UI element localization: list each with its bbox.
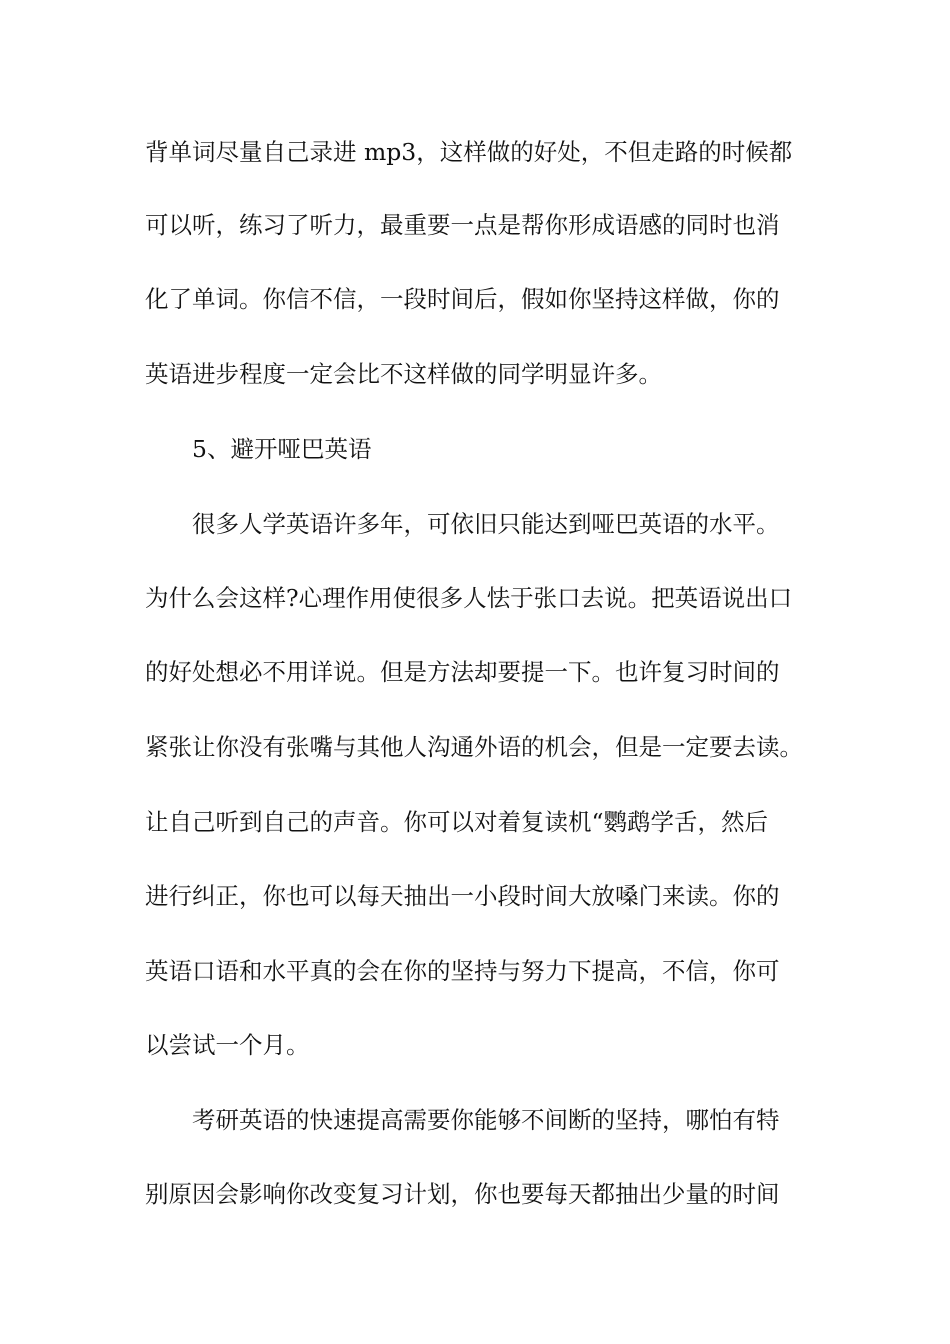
text-line: 可以听，练习了听力，最重要一点是帮你形成语感的同时也消 <box>145 211 780 239</box>
text-line: 为什么会这样?心理作用使很多人怯于张口去说。把英语说出口 <box>145 584 793 612</box>
text-line: 考研英语的快速提高需要你能够不间断的坚持，哪怕有特 <box>192 1106 780 1134</box>
text-line: 很多人学英语许多年，可依旧只能达到哑巴英语的水平。 <box>192 510 780 538</box>
text-line: 英语进步程度一定会比不这样做的同学明显许多。 <box>145 360 662 388</box>
text-line: 别原因会影响你改变复习计划，你也要每天都抽出少量的时间 <box>145 1180 780 1208</box>
text-line: 以尝试一个月。 <box>145 1031 310 1059</box>
text-line: 背单词尽量自己录进 mp3，这样做的好处，不但走路的时候都 <box>145 138 793 166</box>
section-heading: 5、避开哑巴英语 <box>192 435 372 463</box>
text-line: 的好处想必不用详说。但是方法却要提一下。也许复习时间的 <box>145 658 780 686</box>
text-line: 紧张让你没有张嘴与其他人沟通外语的机会，但是一定要去读。 <box>145 733 803 761</box>
text-line: 化了单词。你信不信，一段时间后，假如你坚持这样做，你的 <box>145 285 780 313</box>
text-line: 进行纠正，你也可以每天抽出一小段时间大放嗓门来读。你的 <box>145 882 780 910</box>
text-line: 让自己听到自己的声音。你可以对着复读机“鹦鹉学舌，然后 <box>145 808 769 836</box>
text-line: 英语口语和水平真的会在你的坚持与努力下提高，不信，你可 <box>145 957 780 985</box>
